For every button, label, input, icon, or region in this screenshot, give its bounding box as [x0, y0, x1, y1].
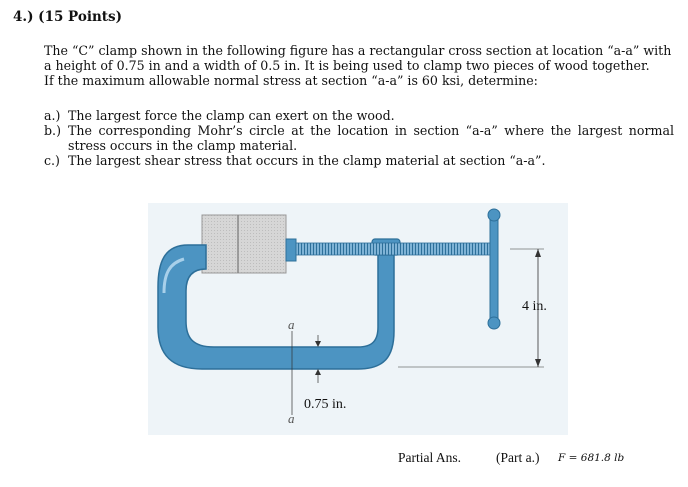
question-c: [44, 153, 674, 168]
c-clamp-figure: [148, 203, 568, 435]
intro-line-1: The “C” clamp shown in the following figure has a rectangular cross section at location “a-a” with: [44, 43, 672, 58]
section-label-top: a: [288, 317, 295, 332]
t-handle: [490, 217, 498, 321]
answer-prefix: Partial Ans.: [398, 450, 461, 465]
c-clamp-illustration: [148, 203, 568, 435]
reach-dimension-label: 4 in.: [522, 299, 547, 314]
section-label-bottom: a: [288, 411, 295, 426]
depth-dimension-label: 0.75 in.: [304, 397, 347, 412]
threaded-screw: [296, 243, 496, 255]
question-c-text: The largest shear stress that occurs in the clamp material at section “a-a”.: [68, 153, 546, 168]
wood-block: [202, 215, 286, 273]
question-b: [44, 123, 674, 153]
problem-statement: [44, 43, 674, 88]
intro-line-3: If the maximum allowable normal stress at section “a-a” is 60 ksi, determine:: [44, 73, 538, 88]
question-a-text: The largest force the clamp can exert on the wood.: [68, 108, 395, 123]
answer-part-label: (Part a.): [496, 450, 540, 465]
question-a: [44, 108, 674, 123]
question-a-label: a.): [44, 108, 61, 123]
answer-equation: F = 681.8 lb: [558, 452, 625, 464]
problem-heading: 4.) (15 Points): [13, 9, 123, 25]
intro-line-2: a height of 0.75 in and a width of 0.5 in. It is being used to clamp two pieces of wood together.: [44, 58, 650, 73]
question-b-text: The corresponding Mohr’s circle at the location in section “a-a” where the largest normal stress occurs in the clamp material.: [68, 123, 674, 153]
handle-knob-top: [488, 209, 500, 221]
handle-knob-bottom: [488, 317, 500, 329]
swivel-pad: [286, 239, 296, 261]
question-c-label: c.): [44, 153, 60, 168]
question-list: [44, 108, 674, 168]
question-b-label: b.): [44, 123, 61, 138]
